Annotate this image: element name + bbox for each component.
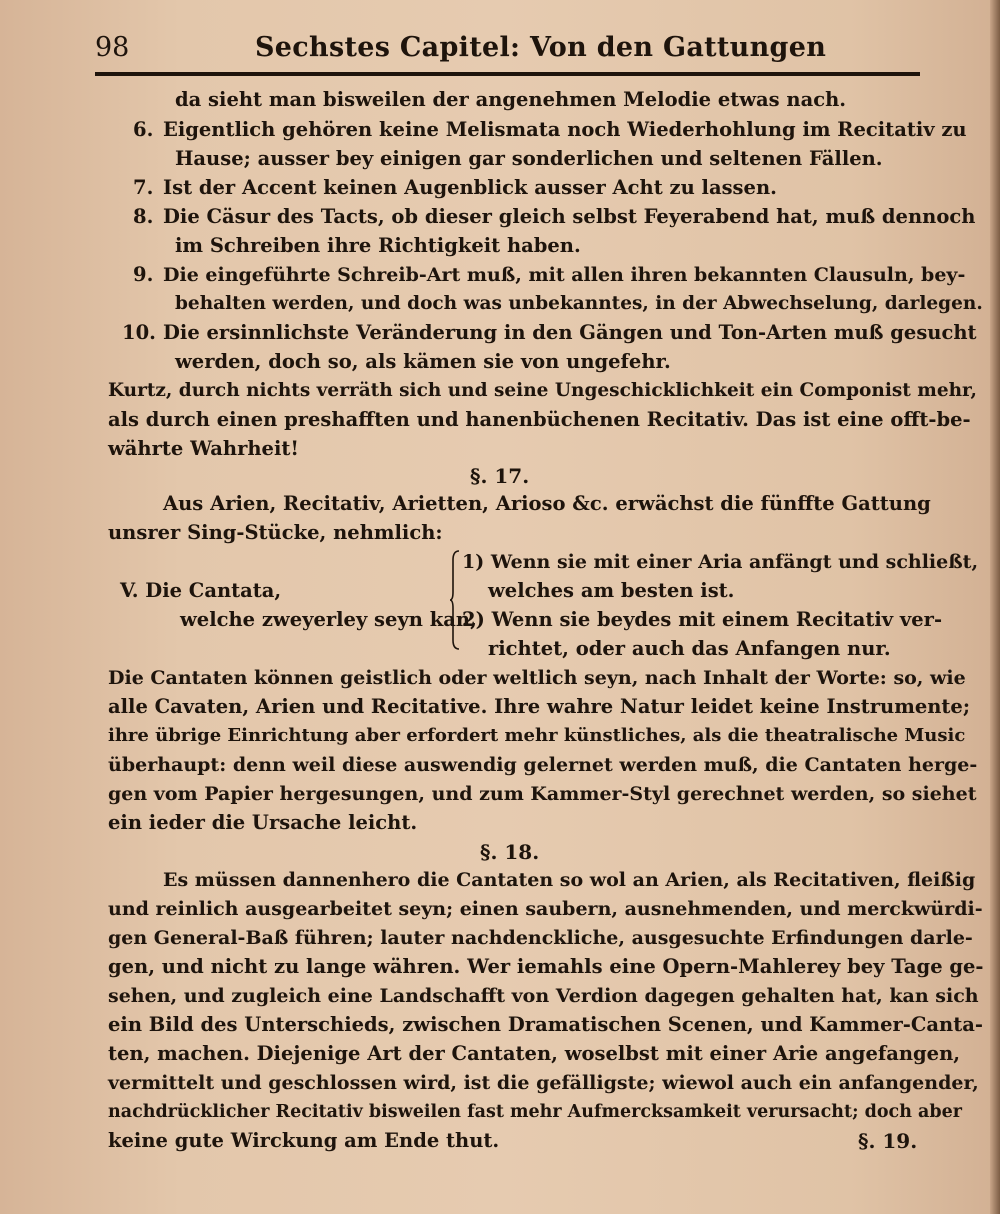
curly-brace-icon: [450, 550, 460, 650]
text-line: werden, doch so, als kämen sie von ungefehr.: [175, 350, 671, 373]
cantata-option: 1) Wenn sie mit einer Aria anfängt und schließt,: [462, 551, 979, 573]
cantata-option: welches am besten ist.: [488, 579, 735, 602]
item-number: 8.: [133, 205, 154, 228]
text-line: Hause; ausser bey einigen gar sonderlichen und seltenen Fällen.: [175, 147, 883, 170]
text-line: Aus Arien, Recitativ, Arietten, Arioso &c. erwächst die fünffte Gattung: [163, 492, 931, 515]
text-line: Kurtz, durch nichts verräth sich und seine Ungeschicklichkeit ein Componist mehr,: [108, 380, 977, 401]
text-line: im Schreiben ihre Richtigkeit haben.: [175, 234, 581, 257]
text-line: gen General-Baß führen; lauter nachdenckliche, ausgesuchte Erfindungen darle-: [108, 927, 973, 949]
text-line: Die Cantaten können geistlich oder weltlich seyn, nach Inhalt der Worte: so, wie: [108, 667, 966, 689]
item-number: 10.: [122, 321, 156, 344]
text-line: Es müssen dannenhero die Cantaten so wol an Arien, als Recitativen, fleißig: [163, 869, 976, 891]
text-line: Die ersinnlichste Veränderung in den Gängen und Ton-Arten muß gesucht: [163, 321, 977, 344]
cantata-option: richtet, oder auch das Anfangen nur.: [488, 637, 891, 660]
text-line: unsrer Sing-Stücke, nehmlich:: [108, 521, 443, 544]
catchword: §. 19.: [858, 1129, 918, 1153]
text-line: behalten werden, und doch was unbekanntes, in der Abwechselung, darlegen.: [175, 293, 983, 314]
text-line: ein ieder die Ursache leicht.: [108, 811, 418, 834]
text-line: sehen, und zugleich eine Landschafft von Verdion dagegen gehalten hat, kan sich: [108, 985, 979, 1007]
text-line: ein Bild des Unterschieds, zwischen Dramatischen Scenen, und Kammer-Canta-: [108, 1013, 983, 1036]
text-line: gen vom Papier hergesungen, und zum Kammer-Styl gerechnet werden, so siehet: [108, 783, 977, 805]
running-title: Sechstes Capitel: Von den Gattungen: [255, 32, 827, 63]
text-line: vermittelt und geschlossen wird, ist die gefälligste; wiewol auch ein anfangender,: [108, 1072, 979, 1094]
text-line: und reinlich ausgearbeitet seyn; einen saubern, ausnehmenden, und merckwürdi-: [108, 898, 983, 920]
text-line: als durch einen preshafften und hanenbüchenen Recitativ. Das ist eine offt-be-: [108, 408, 971, 431]
text-line: ihre übrige Einrichtung aber erfordert mehr künstliches, als die theatralische Music: [108, 725, 966, 746]
text-line: ten, machen. Diejenige Art der Cantaten, woselbst mit einer Arie angefangen,: [108, 1042, 961, 1065]
cantata-option: 2) Wenn sie beydes mit einem Recitativ ver-: [462, 608, 943, 631]
text-line: währte Wahrheit!: [108, 437, 299, 460]
item-number: 6.: [133, 118, 154, 141]
section-heading: §. 17.: [470, 464, 530, 488]
text-line: da sieht man bisweilen der angenehmen Melodie etwas nach.: [175, 88, 847, 111]
text-line: alle Cavaten, Arien und Recitative. Ihre wahre Natur leidet keine Instrumente;: [108, 695, 971, 718]
page-number: 98: [95, 32, 130, 63]
header-rule: [95, 72, 920, 76]
text-line: gen, und nicht zu lange währen. Wer iemahls eine Opern-Mahlerey bey Tage ge-: [108, 955, 984, 978]
text-line: Die Cäsur des Tacts, ob dieser gleich selbst Feyerabend hat, muß dennoch: [163, 205, 976, 228]
text-line: keine gute Wirckung am Ende thut.: [108, 1129, 500, 1152]
item-number: 7.: [133, 176, 154, 199]
page-edge: [990, 0, 1000, 1214]
text-line: Ist der Accent keinen Augenblick ausser Acht zu lassen.: [163, 176, 777, 199]
section-heading: §. 18.: [480, 840, 540, 864]
cantata-label: V. Die Cantata,: [120, 579, 282, 602]
text-line: überhaupt: denn weil diese auswendig gelernet werden muß, die Cantaten herge-: [108, 754, 978, 776]
item-number: 9.: [133, 263, 154, 286]
text-line: Eigentlich gehören keine Melismata noch Wiederhohlung im Recitativ zu: [163, 118, 967, 141]
page-header: [95, 30, 920, 70]
cantata-label: welche zweyerley seyn kan,: [180, 608, 477, 631]
text-line: nachdrücklicher Recitativ bisweilen fast mehr Aufmercksamkeit verursacht; doch aber: [108, 1102, 962, 1122]
text-line: Die eingeführte Schreib-Art muß, mit allen ihren bekannten Clausuln, bey-: [163, 264, 966, 286]
